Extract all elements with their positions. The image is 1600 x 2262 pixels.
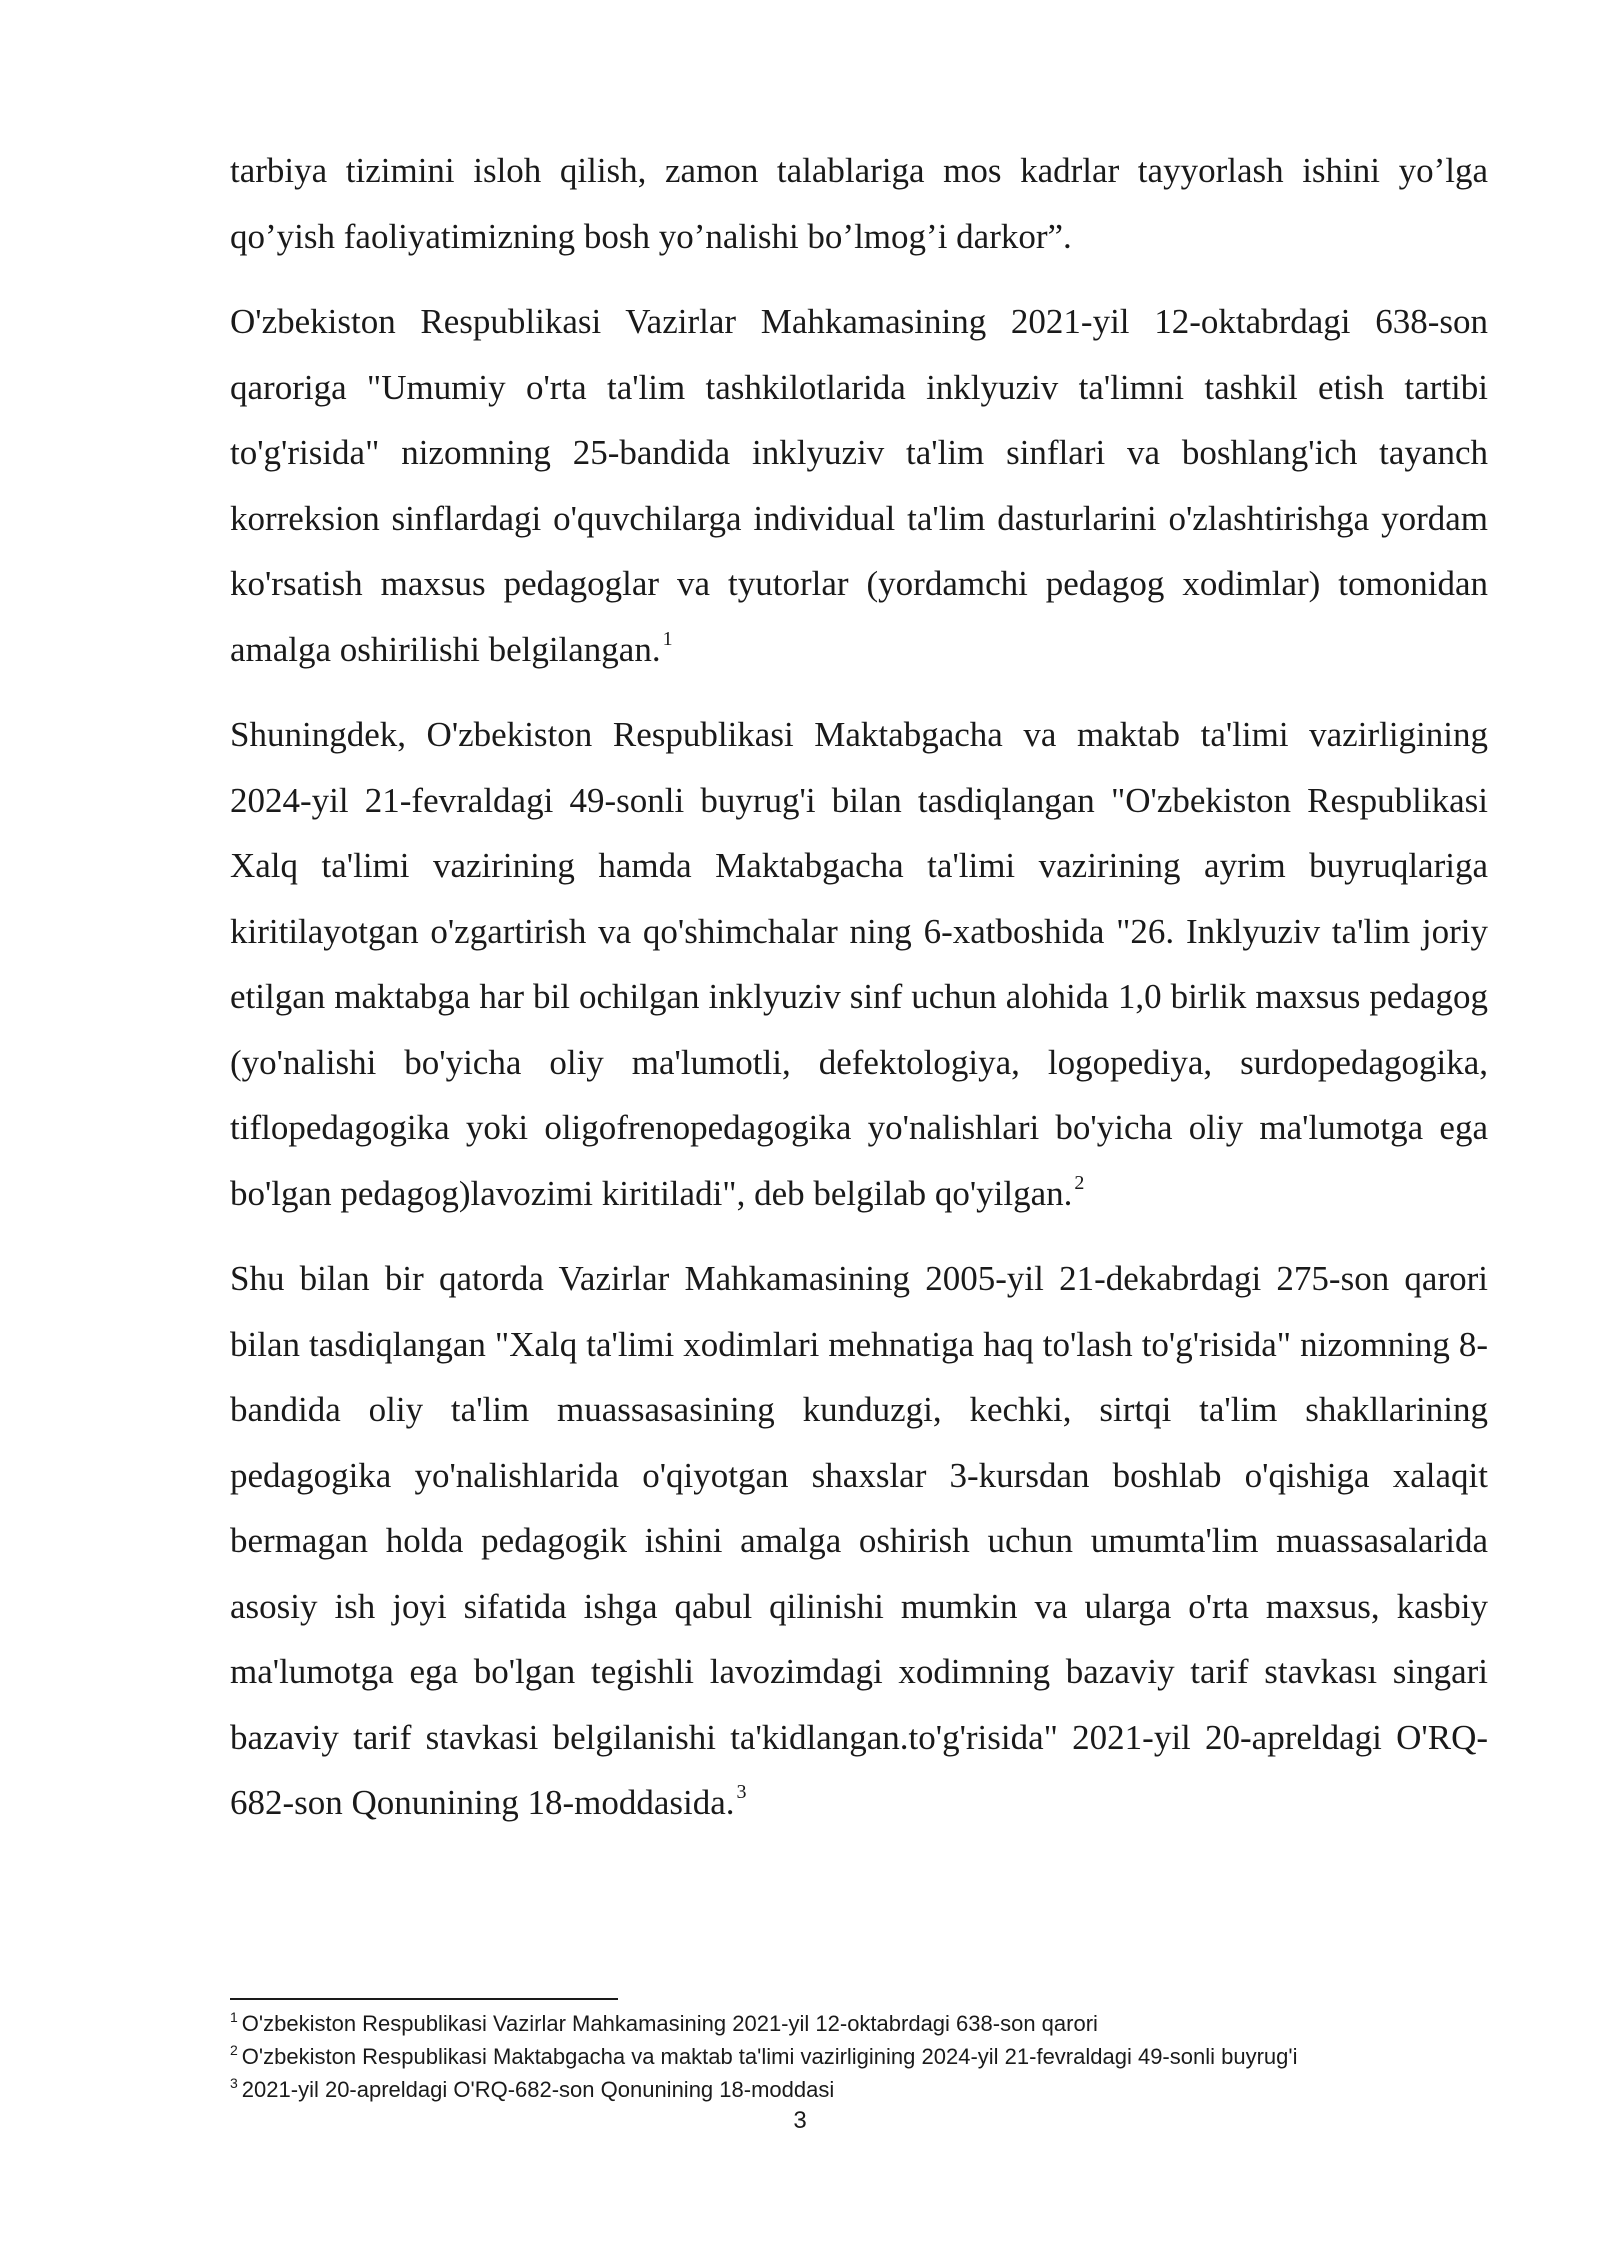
paragraph-2: [230, 289, 1488, 682]
footnote-ref-2[interactable]: 2: [1074, 1171, 1085, 1194]
paragraph-text: Shuningdek, O'zbekiston Respublikasi Maktabgacha va maktab ta'limi vazirligining 2024-yil 21-fevraldagi 49-sonli buyrug'i bilan tasdiqlangan "O'zbekiston Respublikasi Xalq ta'limi vazirining hamda Maktabgacha ta'limi vazirining ayrim buyruqlariga kiritilayotgan o'zgartirish va qo'shimchalar ning 6-xatboshida "26. Inklyuziv ta'lim joriy etilgan maktabga har bil ochilgan inklyuziv sinf uchun alohida 1,0 birlik maxsus pedagog (yo'nalishi bo'yicha oliy ma'lumotli, defektologiya, logopediya, surdopedagogika, tiflopedagogika yoki oligofrenopedagogika yo'nalishlari bo'yicha oliy ma'lumotga ega bo'lgan pedagog)lavozimi kiritiladi", deb belgilab qo'yilgan.: [230, 715, 1488, 1213]
paragraph-3: [230, 702, 1488, 1226]
footnote-text: O'zbekiston Respublikasi Maktabgacha va maktab ta'limi vazirligining 2024-yil 21-fevraldagi 49-sonli buyrug'i: [241, 2044, 1298, 2069]
footnote-text: 2021-yil 20-apreldagi O'RQ-682-son Qonunining 18-moddasi: [241, 2077, 835, 2102]
paragraph-text: O'zbekiston Respublikasi Vazirlar Mahkamasining 2021-yil 12-oktabrdagi 638-son qaroriga "Umumiy o'rta ta'lim tashkilotlarida inklyuziv ta'limni tashkil etish tartibi to'g'risida" nizomning 25-bandida inklyuziv ta'lim sinflari va boshlang'ich tayanch korreksion sinflardagi o'quvchilarga individual ta'lim dasturlarini o'zlashtirishga yordam ko'rsatish maxsus pedagoglar va tyutorlar (yordamchi pedagog xodimlar) tomonidan amalga oshirilishi belgilangan.: [230, 302, 1488, 669]
paragraph-1: [230, 138, 1488, 269]
footnote-number: 1: [230, 2009, 238, 2025]
footnote-ref-1[interactable]: 1: [662, 627, 673, 650]
footnote-number: 3: [230, 2075, 238, 2091]
footnote-3: [230, 2073, 1488, 2106]
page-number: 3: [793, 2107, 807, 2134]
body-text: [230, 138, 1488, 1856]
paragraph-text: tarbiya tizimini isloh qilish, zamon talablariga mos kadrlar tayyorlash ishini yo’lga qo’yish faoliyatimizning bosh yo’nalishi bo’lmog’i darkor”.: [230, 151, 1488, 256]
footnote-2: [230, 2040, 1488, 2073]
footnote-1: [230, 2007, 1488, 2040]
footnotes: [230, 2007, 1488, 2106]
paragraph-4: [230, 1246, 1488, 1836]
footnote-text: O'zbekiston Respublikasi Vazirlar Mahkamasining 2021-yil 12-oktabrdagi 638-son qarori: [241, 2011, 1098, 2036]
paragraph-text: Shu bilan bir qatorda Vazirlar Mahkamasining 2005-yil 21-dekabrdagi 275-son qarori bilan tasdiqlangan "Xalq ta'limi xodimlari mehnatiga haq to'lash to'g'risida" nizomning 8-bandida oliy ta'lim muassasasining kunduzgi, kechki, sirtqi ta'lim shakllarining pedagogika yo'nalishlarida o'qiyotgan shaxslar 3-kursdan boshlab o'qishiga xalaqit bermagan holda pedagogik ishini amalga oshirish uchun umumta'lim muassasalarida asosiy ish joyi sifatida ishga qabul qilinishi mumkin va ularga o'rta maxsus, kasbiy ma'lumotga ega bo'lgan tegishli lavozimdagi xodimning bazaviy tarif stavkası singari bazaviy tarif stavkasi belgilanishi ta'kidlangan.to'g'risida" 2021-yil 20-apreldagi O'RQ-682-son Qonunining 18-moddasida.: [230, 1259, 1488, 1822]
footnote-ref-3[interactable]: 3: [736, 1781, 747, 1803]
footnote-separator: [230, 1998, 618, 2000]
footnote-number: 2: [230, 2042, 238, 2058]
